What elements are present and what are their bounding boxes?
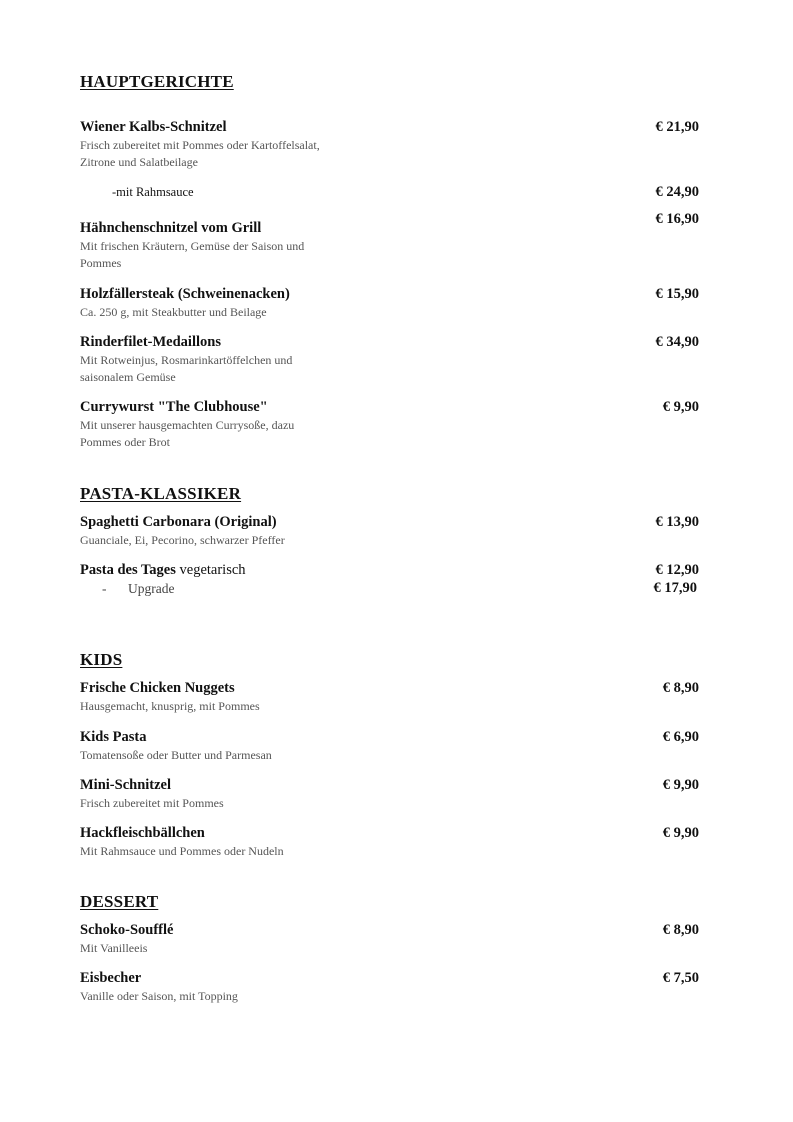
item-price: € 24,90 [655,184,699,200]
section-title-kids: KIDS [80,650,123,669]
item-price: € 34,90 [655,334,699,350]
item-price: € 15,90 [655,286,699,302]
item-price: € 17,90 [653,580,697,596]
item-description: Mit frischen Kräutern, Gemüse der Saison und Pommes [80,239,305,270]
section-title-pasta: PASTA-KLASSIKER [80,484,242,503]
list-dash: - [102,581,107,596]
item-description: Tomatensoße oder Butter und Parmesan [80,748,272,762]
item-name: Frische Chicken Nuggets [80,680,235,696]
item-name: Currywurst "The Clubhouse" [80,399,268,415]
item-price: € 9,90 [662,825,699,841]
item-description: Mit Vanilleeis [80,941,148,955]
item-description: Frisch zubereitet mit Pommes oder Kartoffelsalat, Zitrone und Salatbeilage [80,138,320,169]
item-description: Mit Rotweinjus, Rosmarinkartöffelchen und saisonalem Gemüse [80,353,293,384]
item-price: € 6,90 [662,729,699,745]
section-title-dessert: DESSERT [80,892,159,911]
item-name: Hackfleischbällchen [80,825,205,841]
item-name-suffix: vegetarisch [175,562,246,578]
item-name: Rinderfilet-Medaillons [80,334,221,350]
item-description: Mit Rahmsauce und Pommes oder Nudeln [80,844,284,858]
item-description: Guanciale, Ei, Pecorino, schwarzer Pfeffer [80,533,285,547]
item-price: € 12,90 [655,562,699,578]
item-price: € 16,90 [655,211,699,227]
item-name: Kids Pasta [80,729,147,745]
item-price: € 7,50 [662,970,699,986]
item-price: € 21,90 [655,119,699,135]
sub-item-label: -mit Rahmsauce [112,185,194,199]
item-name: Spaghetti Carbonara (Original) [80,514,277,530]
item-description: Mit unserer hausgemachten Currysoße, dazu Pommes oder Brot [80,418,295,449]
item-name: Eisbecher [80,970,142,986]
item-description: Vanille oder Saison, mit Topping [80,989,238,1003]
item-description: Frisch zubereitet mit Pommes [80,796,224,810]
item-name [80,562,246,579]
upgrade-line [102,581,174,597]
item-name: Mini-Schnitzel [80,777,172,793]
item-price: € 9,90 [662,399,699,415]
item-price: € 8,90 [662,922,699,938]
item-name: Holzfällersteak (Schweinenacken) [80,286,290,302]
item-description: Ca. 250 g, mit Steakbutter und Beilage [80,305,267,319]
item-name: Hähnchenschnitzel vom Grill [80,220,262,236]
item-description: Hausgemacht, knusprig, mit Pommes [80,699,260,713]
item-price: € 9,90 [662,777,699,793]
item-name: Schoko-Soufflé [80,922,174,938]
upgrade-label: Upgrade [128,581,175,596]
section-title-hauptgerichte: HAUPTGERICHTE [80,72,234,91]
item-price: € 13,90 [655,514,699,530]
item-price: € 8,90 [662,680,699,696]
item-name: Wiener Kalbs-Schnitzel [80,119,227,135]
item-name-bold: Pasta des Tages [80,562,176,578]
